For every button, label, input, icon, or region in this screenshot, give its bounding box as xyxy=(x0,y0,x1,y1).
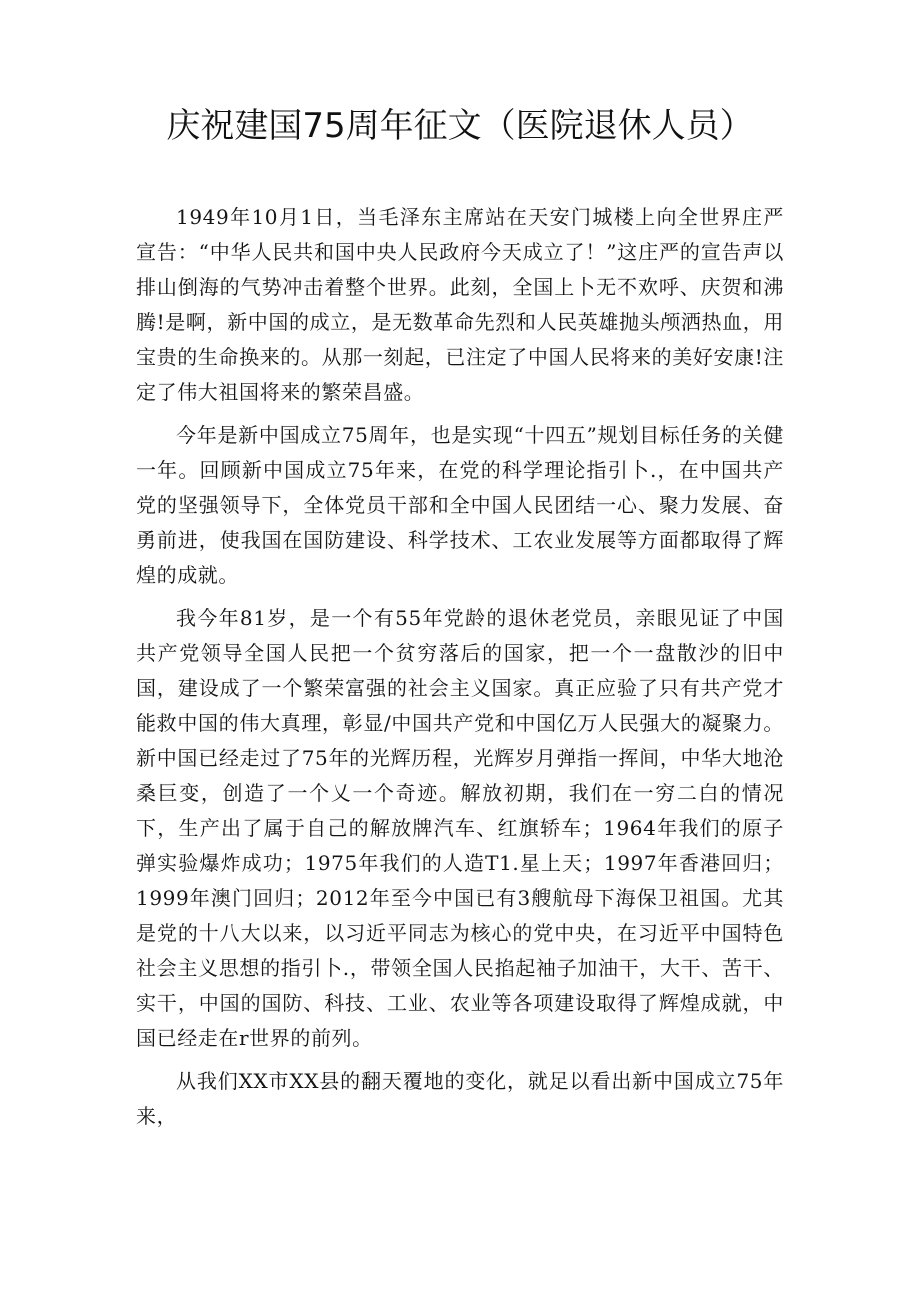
document-body xyxy=(136,200,784,1142)
paragraph: 我今年81岁，是一个有55年党龄的退休老党员，亲眼见证了中国共产党领导全国人民把一个贫穷落后的国家，把一个一盘散沙的旧中国，建设成了一个繁荣富强的社会主义国家。真正应验了只有共产党才能救中国的伟大真理，彰显/中国共产党和中国亿万人民强大的凝聚力。新中国已经走过了75年的光辉历程，光辉岁月弹指一挥间，中华大地沧桑巨变，创造了一个乂一个奇迹。解放初期，我们在一穷二白的情况下，生产出了属于自己的解放牌汽车、红旗轿车；1964年我们的原子弹实验爆炸成功；1975年我们的人造T1.星上天；1997年香港回归；1999年澳门回归；2012年至今中国已有3艘航母下海保卫祖国。尤其是党的十八大以来，以习近平同志为核心的党中央，在习近平中国特色社会主义思想的指引卜.，带领全国人民掐起袖子加油干，大干、苦干、实干，中国的国防、科技、工业、农业等各项建设取得了辉煌成就，中国已经走在r世界的前列。 xyxy=(136,606,784,1050)
document-title: 庆祝建国75周年征文（医院退休人员） xyxy=(166,106,754,146)
paragraph: 1949年10月1日，当毛泽东主席站在天安门城楼上向全世界庄严宣告：“中华人民共和国中央人民政府今天成立了！”这庄严的宣告声以排山倒海的气势冲击着整个世界。此刻，全国上卜无不欢呼、庆贺和沸腾!是啊，新中国的成立，是无数革命先烈和人民英雄抛头颅洒热血，用宝贵的生命换来的。从那一刻起，已注定了中国人民将来的美好安康!注定了伟大祖国将来的繁荣昌盛。 xyxy=(136,205,784,404)
paragraph: 今年是新中国成立75周年，也是实现“十四五”规划目标任务的关健一年。回顾新中国成立75年来，在党的科学理论指引卜.，在中国共产党的坚强领导下，全体党员干部和全中国人民团结一心、聚力发展、奋勇前进，使我国在国防建设、科学技术、工农业发展等方面都取得了辉煌的成就。 xyxy=(136,423,784,587)
paragraph: 从我们XX市XX县的翻天覆地的变化，就足以看出新中国成立75年来， xyxy=(136,1069,784,1128)
